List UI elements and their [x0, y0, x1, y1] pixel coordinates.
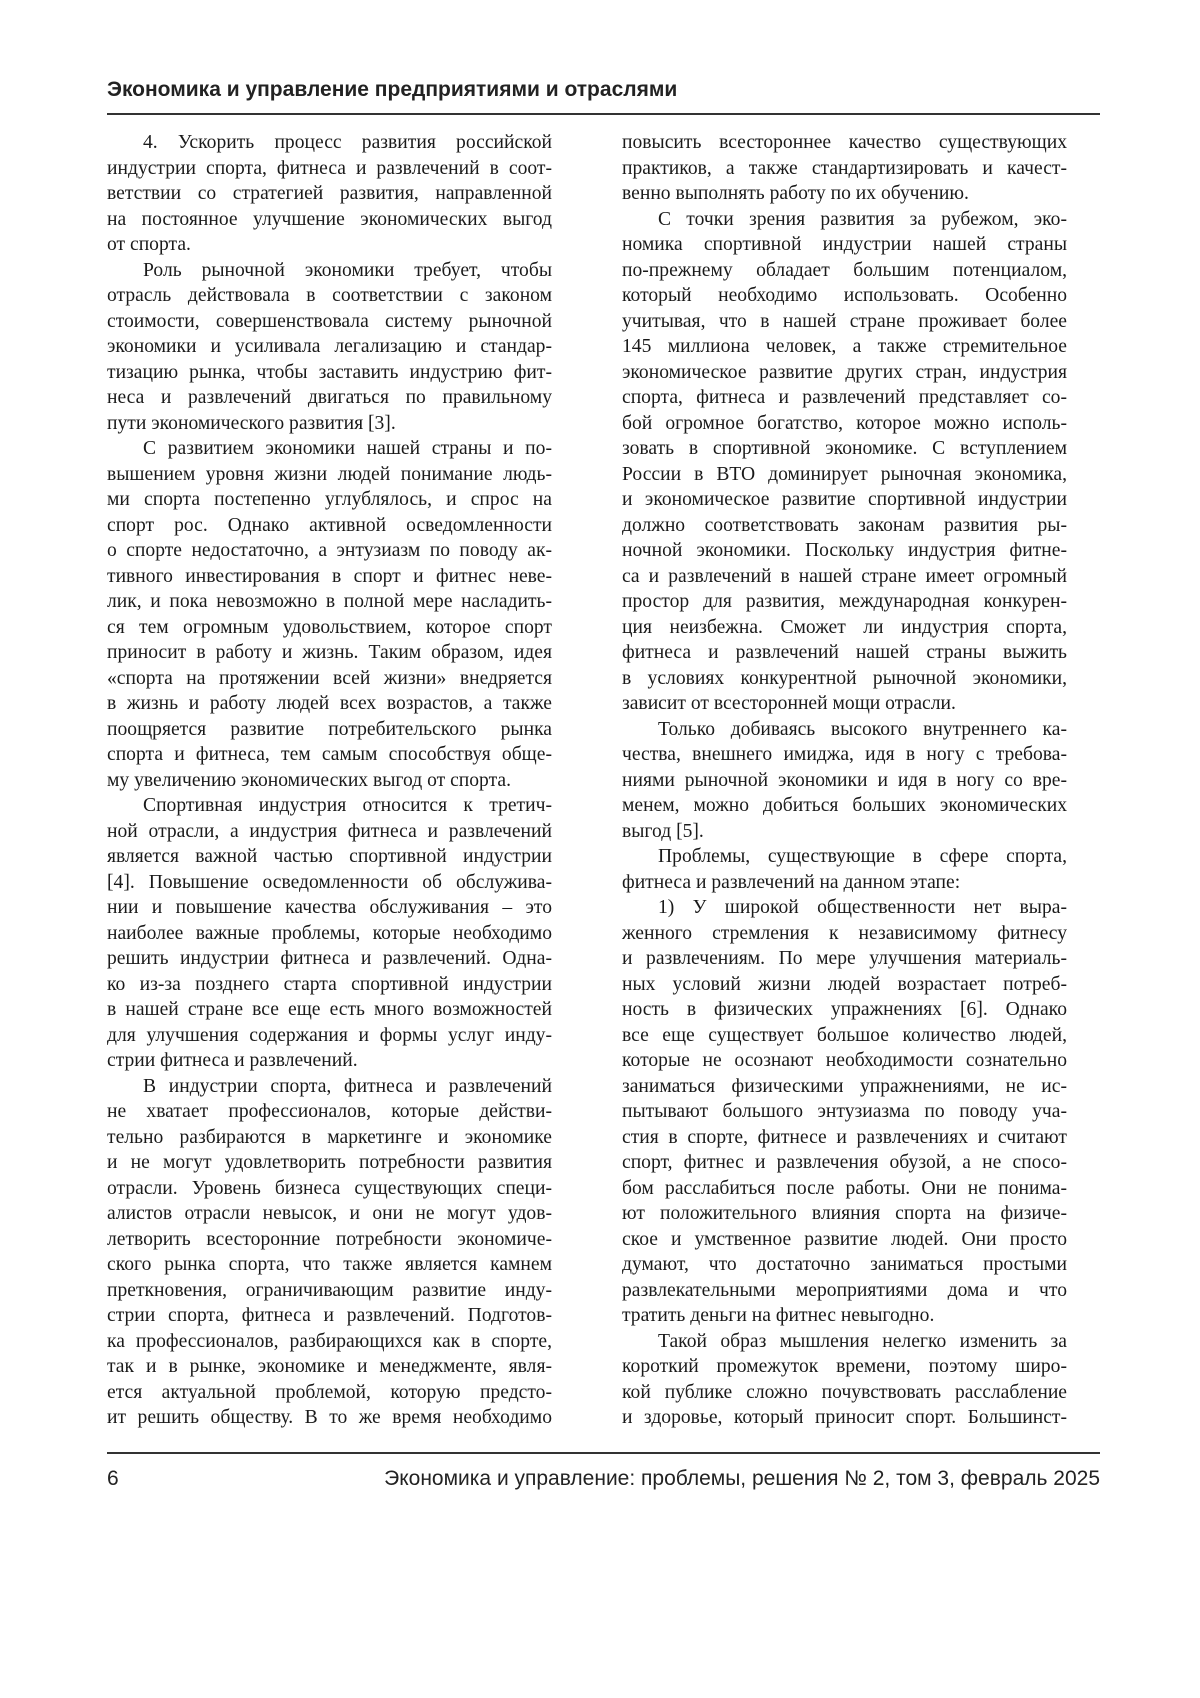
text-line: нии и повышение качества обслуживания – это [107, 895, 552, 921]
text-line: зависит от всесторонней мощи отрасли. [622, 691, 1067, 717]
text-line: и не могут удовлетворить потребности развития [107, 1150, 552, 1176]
paragraph [107, 258, 552, 437]
text-line: преткновения, ограничивающим развитие инду- [107, 1278, 552, 1304]
journal-citation: Экономика и управление: проблемы, решения № 2, том 3, февраль 2025 [384, 1467, 1100, 1491]
text-line: [4]. Повышение осведомленности об обслужива- [107, 870, 552, 896]
text-line: заниматься физическими упражнениями, не ис- [622, 1074, 1067, 1100]
text-line: экономическое развитие других стран, индустрия [622, 360, 1067, 386]
text-line: алистов отрасли невысок, и они не могут удов- [107, 1201, 552, 1227]
text-column-right [622, 130, 1067, 1431]
text-line: номика спортивной индустрии нашей страны [622, 232, 1067, 258]
paragraph [622, 895, 1067, 1329]
text-line: ниями рыночной экономики и идя в ногу со вре- [622, 768, 1067, 794]
text-line: ется актуальной проблемой, которую предсто- [107, 1380, 552, 1406]
text-line: является важной частью спортивной индустрии [107, 844, 552, 870]
text-line: думают, что достаточно заниматься простыми [622, 1252, 1067, 1278]
text-line: приносит в работу и жизнь. Таким образом, идея [107, 640, 552, 666]
text-line: ко из-за позднего старта спортивной индустрии [107, 972, 552, 998]
text-line: стия в спорте, фитнесе и развлечениях и считают [622, 1125, 1067, 1151]
paragraph [622, 207, 1067, 717]
text-line: менем, можно добиться больших экономических [622, 793, 1067, 819]
text-line: отрасль действовала в соответствии с законом [107, 283, 552, 309]
text-line: бом расслабиться после работы. Они не понима- [622, 1176, 1067, 1202]
text-line: для улучшения содержания и формы услуг инду- [107, 1023, 552, 1049]
text-line: пытывают большого энтузиазма по поводу уча- [622, 1099, 1067, 1125]
text-line: тельно разбираются в маркетинге и экономике [107, 1125, 552, 1151]
text-line: о спорте недостаточно, а энтузиазм по поводу ак- [107, 538, 552, 564]
text-line: развлекательными мероприятиями дома и что [622, 1278, 1067, 1304]
text-line: В индустрии спорта, фитнеса и развлечений [107, 1074, 552, 1100]
paragraph [622, 1329, 1067, 1431]
text-line: лик, и пока невозможно в полной мере насладить- [107, 589, 552, 615]
text-line: С точки зрения развития за рубежом, эко- [622, 207, 1067, 233]
text-line: 4. Ускорить процесс развития российской [107, 130, 552, 156]
footer-rule [107, 1452, 1100, 1454]
text-line: ит решить обществу. В то же время необходимо [107, 1405, 552, 1431]
text-line: фитнеса и развлечений нашей страны выжить [622, 640, 1067, 666]
running-header: Экономика и управление предприятиями и отраслями [107, 78, 677, 102]
text-line: С развитием экономики нашей страны и по- [107, 436, 552, 462]
header-rule [107, 113, 1100, 115]
text-line: женного стремления к независимому фитнесу [622, 921, 1067, 947]
text-line: повысить всестороннее качество существующих [622, 130, 1067, 156]
text-line: решить индустрии фитнеса и развлечений. Одна- [107, 946, 552, 972]
text-line: короткий промежуток времени, поэтому широ- [622, 1354, 1067, 1380]
text-line: и здоровье, который приносит спорт. Большинст- [622, 1405, 1067, 1431]
paragraph [107, 1074, 552, 1431]
text-line: стоимости, совершенствовала систему рыночной [107, 309, 552, 335]
text-line: чества, внешнего имиджа, идя в ногу с требова- [622, 742, 1067, 768]
text-line: ночной экономики. Поскольку индустрия фитне- [622, 538, 1067, 564]
text-line: му увеличению экономических выгод от спорта. [107, 768, 552, 794]
paragraph [622, 130, 1067, 207]
text-line: стрии фитнеса и развлечений. [107, 1048, 552, 1074]
text-line: практиков, а также стандартизировать и качест- [622, 156, 1067, 182]
text-line: простор для развития, международная конкурен- [622, 589, 1067, 615]
text-line: и развлечениям. По мере улучшения материаль- [622, 946, 1067, 972]
text-line: в условиях конкурентной рыночной экономики, [622, 666, 1067, 692]
text-line: пути экономического развития [3]. [107, 411, 552, 437]
text-line: спорт, фитнес и развлечения обузой, а не спосо- [622, 1150, 1067, 1176]
text-line: 145 миллиона человек, а также стремительное [622, 334, 1067, 360]
text-line: Спортивная индустрия относится к третич- [107, 793, 552, 819]
text-line: Роль рыночной экономики требует, чтобы [107, 258, 552, 284]
paragraph [107, 130, 552, 258]
text-line: зовать в спортивной экономике. С вступлением [622, 436, 1067, 462]
text-line: ция неизбежна. Сможет ли индустрия спорта, [622, 615, 1067, 641]
text-line: спорт рос. Однако активной осведомленности [107, 513, 552, 539]
text-line: ского рынка спорта, что также является камнем [107, 1252, 552, 1278]
text-line: учитывая, что в нашей стране проживает более [622, 309, 1067, 335]
text-line: вышением уровня жизни людей понимание людь- [107, 462, 552, 488]
text-line: стрии спорта, фитнеса и развлечений. Подготов- [107, 1303, 552, 1329]
text-line: ют положительного влияния спорта на физиче- [622, 1201, 1067, 1227]
text-line: Такой образ мышления нелегко изменить за [622, 1329, 1067, 1355]
text-line: са и развлечений в нашей стране имеет огромный [622, 564, 1067, 590]
text-line: ных условий жизни людей возрастает потреб- [622, 972, 1067, 998]
text-line: кой публике сложно почувствовать расслабление [622, 1380, 1067, 1406]
text-line: ми спорта постепенно углублялось, и спрос на [107, 487, 552, 513]
text-line: все еще существует большое количество людей, [622, 1023, 1067, 1049]
text-line: бой огромное богатство, которое можно исполь- [622, 411, 1067, 437]
text-line: должно соответствовать законам развития ры- [622, 513, 1067, 539]
text-line: ское и умственное развитие людей. Они просто [622, 1227, 1067, 1253]
text-line: отрасли. Уровень бизнеса существующих специ- [107, 1176, 552, 1202]
text-line: тивного инвестирования в спорт и фитнес неве- [107, 564, 552, 590]
text-line: тратить деньги на фитнес невыгодно. [622, 1303, 1067, 1329]
text-line: которые не осознают необходимости сознательно [622, 1048, 1067, 1074]
paragraph [622, 844, 1067, 895]
text-line: «спорта на протяжении всей жизни» внедряется [107, 666, 552, 692]
text-line: наиболее важные проблемы, которые необходимо [107, 921, 552, 947]
text-line: ной отрасли, а индустрия фитнеса и развлечений [107, 819, 552, 845]
text-line: Только добиваясь высокого внутреннего ка- [622, 717, 1067, 743]
text-line: от спорта. [107, 232, 552, 258]
text-line: 1) У широкой общественности нет выра- [622, 895, 1067, 921]
text-line: ность в физических упражнениях [6]. Однако [622, 997, 1067, 1023]
text-line: и экономическое развитие спортивной индустрии [622, 487, 1067, 513]
paragraph [107, 793, 552, 1074]
page-number: 6 [107, 1467, 119, 1491]
text-line: поощряется развитие потребительского рынка [107, 717, 552, 743]
text-line: венно выполнять работу по их обучению. [622, 181, 1067, 207]
text-line: на постоянное улучшение экономических выгод [107, 207, 552, 233]
text-line: России в ВТО доминирует рыночная экономика, [622, 462, 1067, 488]
text-line: фитнеса и развлечений на данном этапе: [622, 870, 1067, 896]
text-line: летворить всесторонние потребности экономиче- [107, 1227, 552, 1253]
paragraph [107, 436, 552, 793]
text-column-left [107, 130, 552, 1431]
text-line: спорта и фитнеса, тем самым способствуя обще- [107, 742, 552, 768]
text-line: не хватает профессионалов, которые действи- [107, 1099, 552, 1125]
text-line: неса и развлечений двигаться по правильному [107, 385, 552, 411]
text-line: спорта, фитнеса и развлечений представляет со- [622, 385, 1067, 411]
text-line: в нашей стране все еще есть много возможностей [107, 997, 552, 1023]
text-line: по-прежнему обладает большим потенциалом, [622, 258, 1067, 284]
text-line: Проблемы, существующие в сфере спорта, [622, 844, 1067, 870]
text-line: выгод [5]. [622, 819, 1067, 845]
text-line: ся тем огромным удовольствием, которое спорт [107, 615, 552, 641]
text-line: который необходимо использовать. Особенно [622, 283, 1067, 309]
paragraph [622, 717, 1067, 845]
text-line: так и в рынке, экономике и менеджменте, явля- [107, 1354, 552, 1380]
text-line: экономики и усиливала легализацию и стандар- [107, 334, 552, 360]
text-line: ка профессионалов, разбирающихся как в спорте, [107, 1329, 552, 1355]
text-line: тизацию рынка, чтобы заставить индустрию фит- [107, 360, 552, 386]
text-line: индустрии спорта, фитнеса и развлечений в соот- [107, 156, 552, 182]
text-line: ветствии со стратегией развития, направленной [107, 181, 552, 207]
text-line: в жизнь и работу людей всех возрастов, а также [107, 691, 552, 717]
